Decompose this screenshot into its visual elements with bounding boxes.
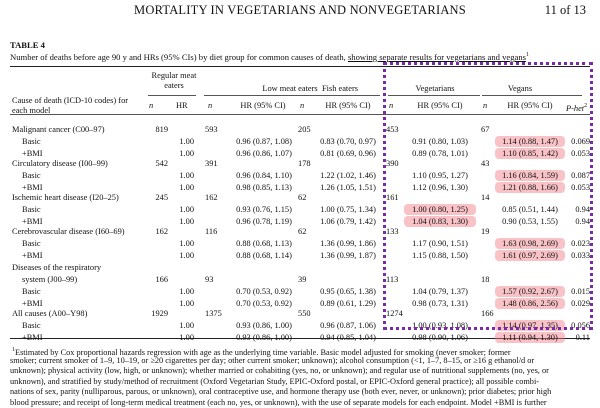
count-regular-meat: 542 [155,159,168,168]
hr-vegans: 1.14 (0.88, 1.47) [502,137,558,146]
count-low-meat: 93 [205,275,214,284]
hr-vegetarians: 1.12 (0.96, 1.30) [412,183,468,192]
highlight-box-right-edge [590,62,593,330]
hr-fish: 1.36 (0.99, 1.86) [320,239,376,248]
hr-regular-meat: 1.00 [179,251,194,260]
count-low-meat: 1375 [205,309,222,318]
hr-regular-meat: 1.00 [179,205,194,214]
hr-vegetarians: 1.00 (0.80, 1.25) [412,205,468,214]
count-fish: 205 [298,125,311,134]
subheader-n: n [300,101,305,110]
footnote-text: blood pressure; and receipt of long-term medical treatment (each no, yes, or unknown), with the use of separate models for each endpoint. Model +BMI is further [10,398,547,407]
p-heterogeneity: 0.056 [571,321,590,330]
p-heterogeneity: 0.053 [571,183,590,192]
hr-low-meat: 0.96 (0.86, 1.07) [236,149,292,158]
subheader-hr: HR [176,101,188,110]
hr-low-meat: 0.96 (0.87, 1.08) [236,137,292,146]
model-label: Basic [22,137,41,146]
group-header-vegans: Vegans [507,84,533,93]
table-caption [10,52,594,62]
footnote-text: Estimated by Cox proportional hazards regression with age as the underlying time variable. Basic model adjusted for smoking (never smoker; former [15,347,511,357]
model-label: +BMI [22,333,43,342]
cause-label-line2: system (J00–99) [22,275,78,284]
count-vegetarians: 113 [386,275,399,284]
count-regular-meat: 245 [155,193,168,202]
hr-vegetarians: 0.98 (0.73, 1.31) [412,299,468,308]
footnote-line [10,387,595,397]
subheader-n: n [149,101,154,110]
subheader-hrci: HR (95% CI) [417,101,463,110]
cause-label: Malignant cancer (C00–97) [12,125,105,134]
hr-regular-meat: 1.00 [179,171,194,180]
hr-vegetarians: 0.91 (0.80, 1.03) [412,137,468,146]
hr-fish: 0.96 (0.87, 1.06) [320,321,376,330]
p-heterogeneity: 0.015 [571,287,590,296]
cause-label: Diseases of the respiratory [12,263,102,272]
hr-low-meat: 0.98 (0.85, 1.13) [236,183,292,192]
phet-label: P-het [566,103,585,113]
group-header-regular-meat: Regular meat eaters [151,71,197,90]
hr-fish: 0.95 (0.65, 1.38) [320,287,376,296]
p-heterogeneity: 0.11 [575,333,590,342]
hr-vegans: 1.48 (0.86, 2.56) [502,299,558,308]
group-rule-regular [148,95,196,96]
group-header-vegetarians: Vegetarians [415,84,455,93]
cause-label: Circulatory disease (I00–99) [12,159,108,168]
p-heterogeneity: 0.087 [571,171,590,180]
count-low-meat: 162 [205,193,218,202]
count-vegans: 67 [481,125,490,134]
footnote-text: smoker; current smoker of 1–9, 10–19, or ≥20 cigarettes per day; other current smoker; unknown); alcohol consumption (<1, 1–7, 8–15, or ≥16 g ethanol/d or [10,355,535,365]
hr-vegans: 1.14 (0.97, 1.35) [502,321,558,330]
count-fish: 550 [298,309,311,318]
hr-regular-meat: 1.00 [179,183,194,192]
count-vegetarians: 390 [386,159,399,168]
p-heterogeneity: 0.033 [571,251,590,260]
p-heterogeneity: 0.94 [575,217,590,226]
hr-vegans: 1.61 (0.97, 2.69) [502,251,558,260]
count-vegans: 43 [481,159,490,168]
hr-regular-meat: 1.00 [179,217,194,226]
hr-vegetarians: 1.04 (0.79, 1.37) [412,287,468,296]
p-heterogeneity: 0.069 [571,137,590,146]
count-low-meat: 391 [205,159,218,168]
hr-regular-meat: 1.00 [179,137,194,146]
count-vegetarians: 453 [386,125,399,134]
count-vegans: 19 [481,227,490,236]
hr-low-meat: 0.93 (0.76, 1.15) [236,205,292,214]
hr-regular-meat: 1.00 [179,321,194,330]
footnote-line [10,377,595,387]
phet-footnote-mark: 2 [584,103,588,109]
hr-fish: 0.81 (0.69, 0.96) [320,149,376,158]
cause-label: Cerebrovascular disease (I60–69) [12,227,125,236]
table-label: TABLE 4 [10,40,45,50]
hr-fish: 1.00 (0.75, 1.34) [320,205,376,214]
hr-low-meat: 0.96 (0.84, 1.10) [236,171,292,180]
footnote-mark: 1 [12,347,15,353]
model-label: +BMI [22,149,43,158]
hr-fish: 1.36 (0.99, 1.87) [320,251,376,260]
hr-vegans: 1.10 (0.85, 1.42) [502,149,558,158]
hr-low-meat: 0.96 (0.78, 1.19) [236,217,292,226]
hr-low-meat: 0.70 (0.53, 0.92) [236,299,292,308]
model-label: Basic [22,321,41,330]
model-label: Basic [22,171,41,180]
footnote-text: unknown), and stratified by study/method of recruitment (Oxford Vegetarian Study, EPIC-Oxford postal, or EPIC-Oxford general practice); all possible combi- [10,376,540,386]
hr-low-meat: 0.88 (0.68, 1.13) [236,239,292,248]
count-regular-meat: 819 [155,125,168,134]
hr-vegans: 1.21 (0.88, 1.66) [502,183,558,192]
group-header-fish: Fish eaters [321,84,359,93]
hr-vegans: 1.57 (0.92, 2.67) [502,287,558,296]
page-header [0,3,600,19]
p-heterogeneity: 0.94 [575,205,590,214]
hr-vegans: 0.85 (0.51, 1.44) [502,205,558,214]
footnote-text: unknown); physical activity (low, high, or unknown); whether married or cohabiting (yes, no, or unknown); and regular use of nutritional supplements (no, yes, or [10,366,549,376]
subheader-n: n [389,101,394,110]
hr-vegetarians: 1.10 (0.95, 1.27) [412,171,468,180]
count-vegetarians: 133 [386,227,399,236]
caption-underlined: showing separate results for vegetarians and vegans [347,52,526,62]
hr-regular-meat: 1.00 [179,333,194,342]
hr-vegans: 0.90 (0.53, 1.55) [502,217,558,226]
hr-low-meat: 0.93 (0.86, 1.00) [236,333,292,342]
subheader-n: n [483,101,488,110]
hr-regular-meat: 1.00 [179,239,194,248]
count-fish: 62 [298,227,307,236]
group-header-low-meat: Low meat eaters [262,84,318,93]
hr-fish: 0.89 (0.61, 1.29) [320,299,376,308]
count-vegans: 166 [481,309,494,318]
hr-regular-meat: 1.00 [179,287,194,296]
hr-vegans: 1.11 (0.94, 1.30) [502,333,558,342]
count-regular-meat: 1929 [151,309,168,318]
hr-vegetarians: 1.17 (0.90, 1.51) [412,239,468,248]
caption-footnote-mark: 1 [525,52,529,59]
footnote-text: nations of sex, parity (nulliparous, parous, or unknown), oral contraceptive use, and hormone therapy use (both ever, never, or unknown); prior diabetes; prior high [10,387,552,397]
hr-regular-meat: 1.00 [179,299,194,308]
model-label: Basic [22,287,41,296]
hr-regular-meat: 1.00 [179,149,194,158]
count-vegans: 18 [481,275,490,284]
vegetarian-vegan-highlight-box [383,62,593,330]
count-vegetarians: 1274 [386,309,403,318]
hr-vegetarians: 1.15 (0.88, 1.50) [412,251,468,260]
count-low-meat: 593 [205,125,218,134]
model-label: +BMI [22,217,43,226]
hr-fish: 1.06 (0.79, 1.42) [320,217,376,226]
count-regular-meat: 166 [155,275,168,284]
p-heterogeneity: 0.029 [571,299,590,308]
hr-vegans: 1.63 (0.98, 2.69) [502,239,558,248]
subheader-hrci: HR (95% CI) [507,101,553,110]
caption-text: Number of deaths before age 90 y and HRs (95% CIs) by diet group for common causes of death, [10,52,348,62]
subheader-n: n [208,101,213,110]
running-title: MORTALITY IN VEGETARIANS AND NONVEGETARIANS [134,3,466,17]
p-heterogeneity: 0.053 [571,149,590,158]
model-label: +BMI [22,251,43,260]
footnote-line [10,356,595,366]
hr-fish: 0.83 (0.70, 0.97) [320,137,376,146]
model-label: +BMI [22,299,43,308]
hr-vegetarians: 0.98 (0.90, 1.06) [412,333,468,342]
hr-fish: 1.26 (1.05, 1.51) [320,183,376,192]
count-fish: 39 [298,275,307,284]
hr-low-meat: 0.88 (0.68, 1.14) [236,251,292,260]
hr-vegetarians: 1.00 (0.93, 1.08) [412,321,468,330]
count-vegetarians: 161 [386,193,399,202]
model-label: Basic [22,205,41,214]
count-regular-meat: 162 [155,227,168,236]
count-fish: 62 [298,193,307,202]
page-number: 11 of 13 [544,3,586,17]
hr-low-meat: 0.70 (0.53, 0.92) [236,287,292,296]
model-label: Basic [22,239,41,248]
cause-label: Ischemic heart disease (I20–25) [12,193,119,202]
cause-label: All causes (A00–Y98) [12,309,88,318]
count-fish: 178 [298,159,311,168]
subheader-hrci: HR (95% CI) [325,101,371,110]
subheader-hrci: HR (95% CI) [240,101,286,110]
hr-vegans: 1.16 (0.84, 1.59) [502,171,558,180]
count-vegans: 14 [481,193,490,202]
p-heterogeneity: 0.023 [571,239,590,248]
group-rule-fish [298,95,380,96]
count-low-meat: 116 [205,227,218,236]
footnote-line [10,366,595,376]
hr-vegetarians: 0.89 (0.78, 1.01) [412,149,468,158]
model-label: +BMI [22,183,43,192]
hr-low-meat: 0.93 (0.86, 1.00) [236,321,292,330]
hr-fish: 1.22 (1.02, 1.46) [320,171,376,180]
hr-fish: 0.94 (0.85, 1.04) [320,333,376,342]
column-header-cause: Cause of death (ICD-10 codes) for each model [12,96,129,115]
hr-vegetarians: 1.04 (0.83, 1.30) [412,217,468,226]
